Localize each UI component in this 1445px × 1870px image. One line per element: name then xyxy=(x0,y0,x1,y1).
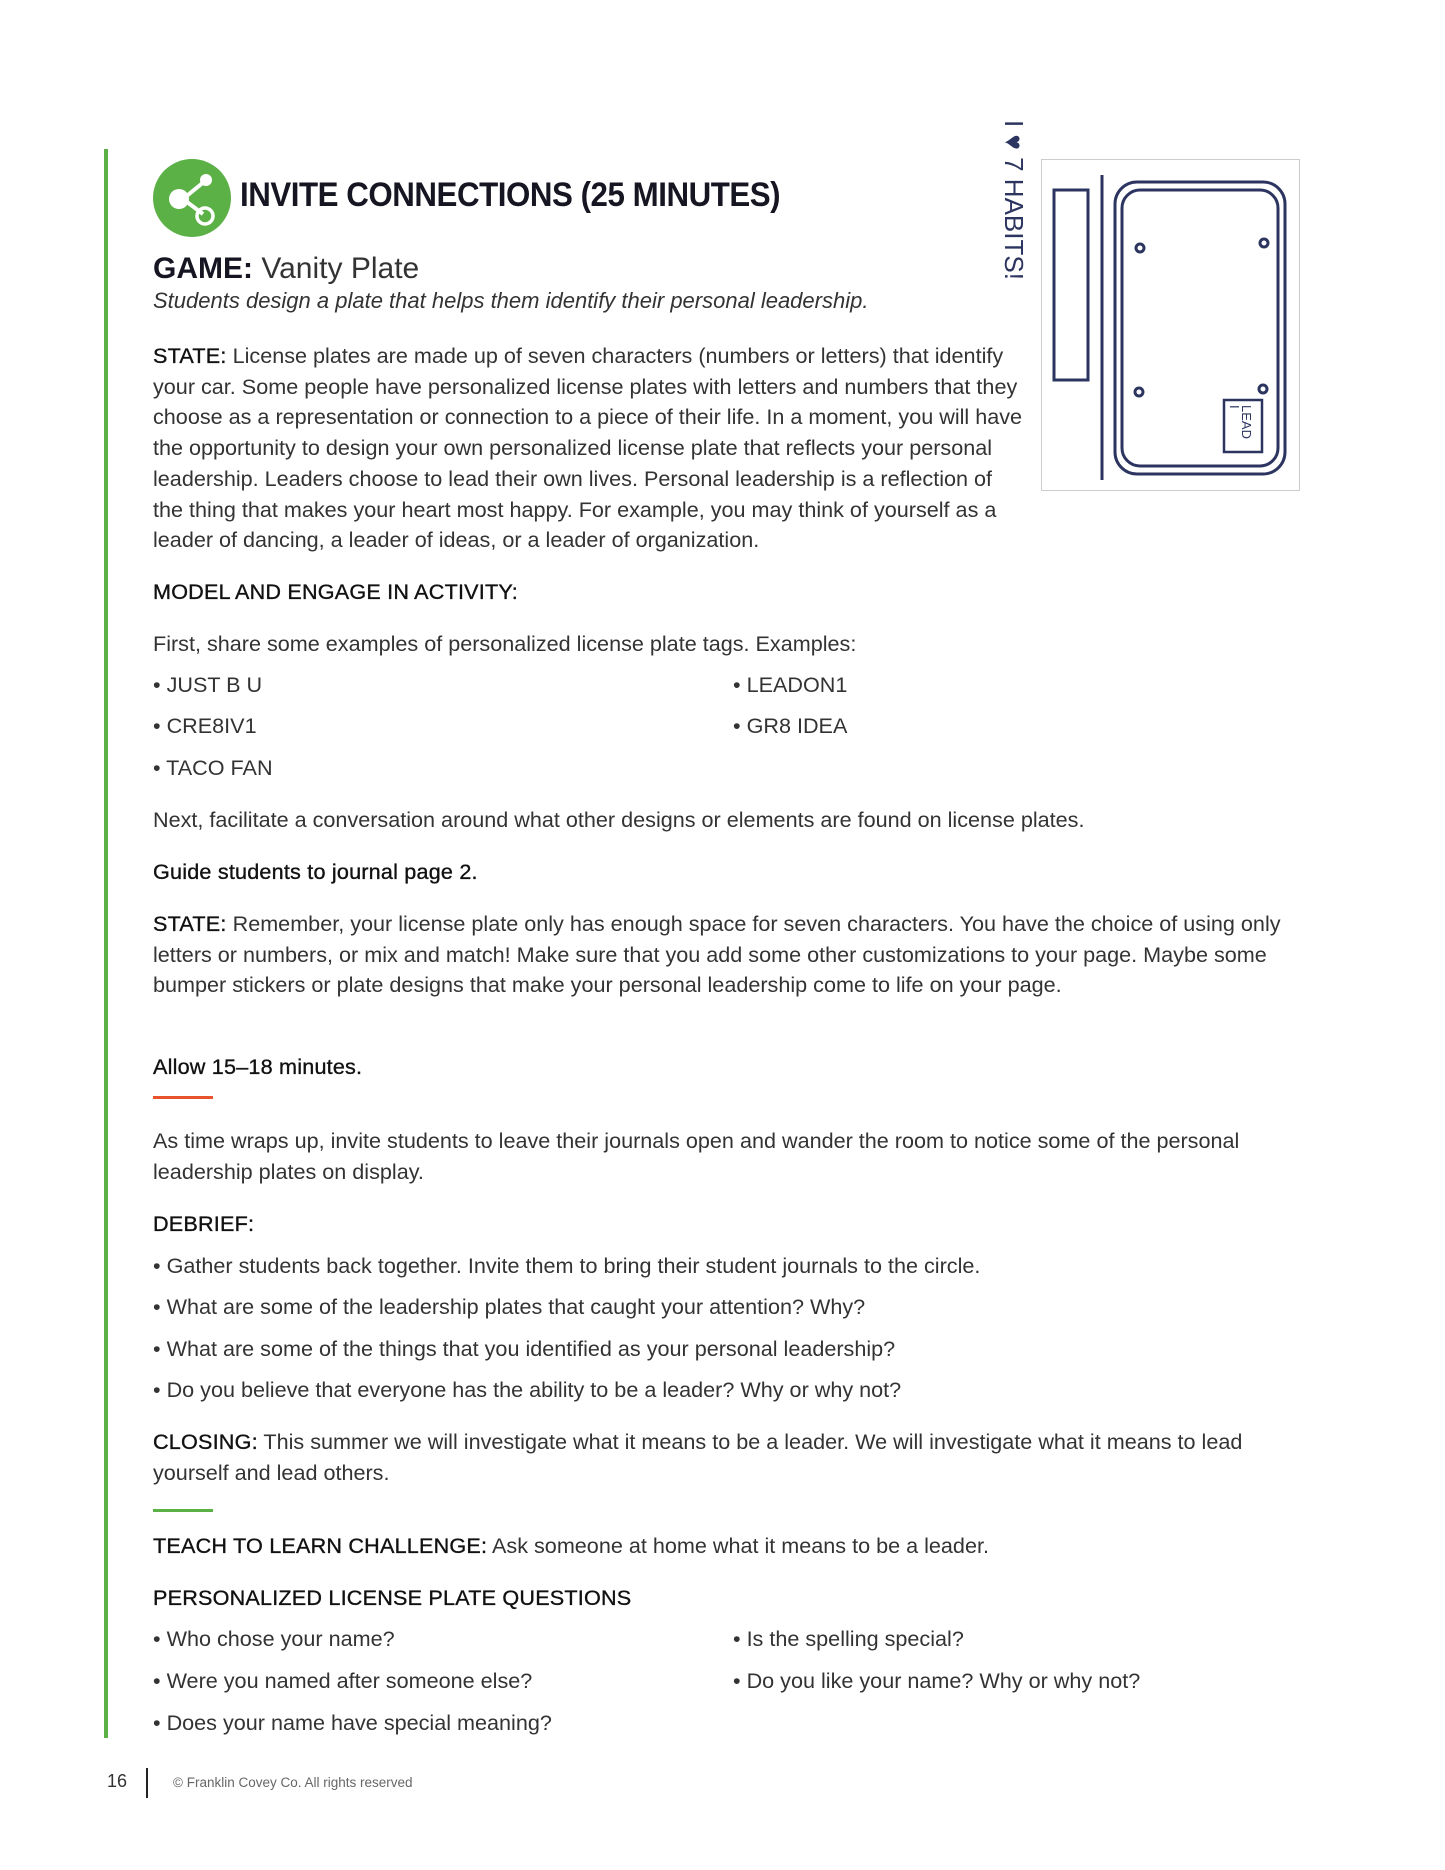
question-item: • Does your name have special meaning? xyxy=(153,1708,1298,1739)
game-subtitle: Students design a plate that helps them identify their personal leadership. xyxy=(153,288,869,313)
section-accent-bar xyxy=(104,149,108,1738)
state-label: STATE: xyxy=(153,343,227,368)
example-item: • GR8 IDEA xyxy=(733,711,1233,742)
teach-label: TEACH TO LEARN CHALLENGE: xyxy=(153,1533,488,1558)
model-heading: MODEL AND ENGAGE IN ACTIVITY: xyxy=(153,579,518,604)
debrief-item: • What are some of the leadership plates that caught your attention? Why? xyxy=(153,1292,1298,1323)
page-number: 16 xyxy=(107,1771,128,1791)
question-item: • Is the spelling special? xyxy=(733,1624,1293,1655)
debrief-item: • What are some of the things that you identified as your personal leadership? xyxy=(153,1334,1298,1365)
questions-heading: PERSONALIZED LICENSE PLATE QUESTIONS xyxy=(153,1585,632,1610)
debrief-heading: DEBRIEF: xyxy=(153,1211,255,1236)
example-item: • TACO FAN xyxy=(153,753,1298,784)
closing-label: CLOSING: xyxy=(153,1429,258,1454)
game-label: GAME: xyxy=(153,252,253,285)
footer-divider xyxy=(146,1768,148,1798)
example-item: • JUST B U xyxy=(153,670,1298,701)
red-divider xyxy=(153,1096,213,1099)
allow-time: Allow 15–18 minutes. xyxy=(153,1054,363,1079)
next-instruction: Next, facilitate a conversation around what other designs or elements are found on license plates. xyxy=(153,807,1085,832)
state-text: Remember, your license plate only has enough space for seven characters. You have the choice of using only letters or numbers, or mix and match! Make sure that you add some other customizations to your page. Maybe some bumper stickers or plate designs that make your personal leadership come to life on your page. xyxy=(153,911,1281,998)
closing-paragraph xyxy=(153,1427,1298,1488)
teach-paragraph xyxy=(153,1531,1298,1562)
green-divider xyxy=(153,1509,213,1512)
svg-text:I: I xyxy=(1227,405,1242,409)
wrap-up-paragraph: As time wraps up, invite students to leave their journals open and wander the room to notice some of the personal leadership plates on display. xyxy=(153,1128,1240,1184)
example-item: • CRE8IV1 xyxy=(153,711,1298,742)
copyright: © Franklin Covey Co. All rights reserved xyxy=(173,1775,413,1790)
state-text: License plates are made up of seven characters (numbers or letters) that identify your car. Some people have personalized license plates with letters and numbers that they choose as a representation or connection to a piece of their life. In a moment, you will have the opportunity to design your own personalized license plate that reflects your personal leadership. Leaders choose to lead their own lives. Personal leadership is a reflection of the thing that makes your heart most happy. For example, you may think of yourself as a leader of dancing, a leader of ideas, or a leader of organization. xyxy=(153,343,1023,553)
svg-text:LEAD: LEAD xyxy=(1239,405,1254,439)
question-item: • Do you like your name? Why or why not? xyxy=(733,1666,1293,1697)
debrief-item: • Do you believe that everyone has the ability to be a leader? Why or why not? xyxy=(153,1375,1298,1406)
guide-instruction: Guide students to journal page 2. xyxy=(153,859,478,884)
state-paragraph-2 xyxy=(153,909,1298,1001)
debrief-item: • Gather students back together. Invite them to bring their student journals to the circle. xyxy=(153,1251,1298,1282)
state-label: STATE: xyxy=(153,911,227,936)
model-intro: First, share some examples of personalized license plate tags. Examples: xyxy=(153,631,857,656)
question-item: • Were you named after someone else? xyxy=(153,1666,1298,1697)
teach-text: Ask someone at home what it means to be a leader. xyxy=(487,1533,989,1558)
game-heading xyxy=(153,252,419,286)
image-wrap-spacer xyxy=(1023,341,1213,525)
game-name: Vanity Plate xyxy=(261,252,420,285)
connections-icon xyxy=(153,159,231,237)
banner-text: I ♥ 7 HABITS! xyxy=(999,120,1029,280)
section-title: INVITE CONNECTIONS (25 MINUTES) xyxy=(240,176,781,214)
example-item: • LEADON1 xyxy=(733,670,1233,701)
closing-text: This summer we will investigate what it means to be a leader. We will investigate what it means to lead yourself and lead others. xyxy=(153,1429,1243,1485)
question-item: • Who chose your name? xyxy=(153,1624,1298,1655)
state-paragraph-1 xyxy=(153,341,1213,556)
